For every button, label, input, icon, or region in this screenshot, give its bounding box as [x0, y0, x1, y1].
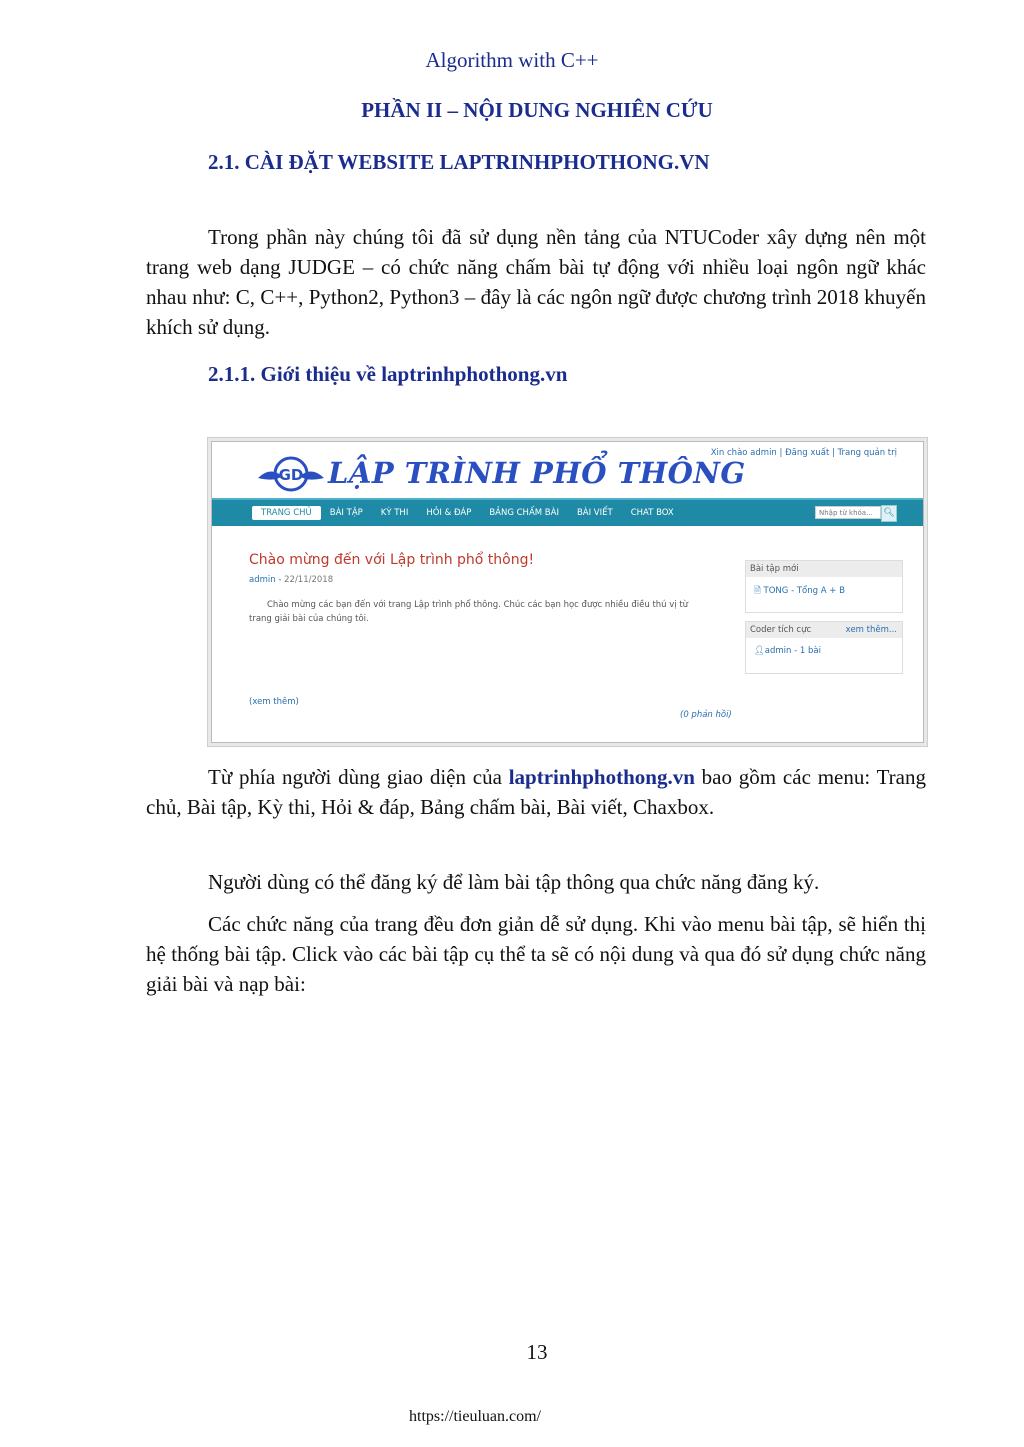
- paragraph-menu-before: Từ phía người dùng giao diện của: [208, 765, 509, 789]
- paragraph-functions-text: Các chức năng của trang đều đơn giản dễ sử dụng. Khi vào menu bài tập, sẽ hiển thị hệ thống bài tập. Click vào các bài tập cụ thể ta sẽ có nội dung và qua đó sử dụng chức năng giải bài và nạp bài:: [146, 912, 926, 996]
- coder-item[interactable]: [746, 638, 902, 664]
- paragraph-functions: [146, 909, 926, 999]
- see-more-link[interactable]: xem thêm...: [845, 625, 897, 635]
- post-author[interactable]: admin: [249, 575, 276, 585]
- paragraph-register: [146, 867, 926, 897]
- section-title: 2.1. CÀI ĐẶT WEBSITE LAPTRINHPHOTHONG.VN: [208, 150, 710, 174]
- post-meta: admin - 22/11/2018: [249, 575, 334, 585]
- new-exercises-title: Bài tập mới: [746, 561, 902, 577]
- active-coders-title: Coder tích cực: [750, 625, 812, 635]
- post-body: Chào mừng các bạn đến với trang Lập trình phổ thông. Chúc các bạn học được nhiều điều thú vị từ trang giải bài của chúng tôi.: [249, 600, 689, 624]
- nav-item-bai-viet[interactable]: BÀI VIẾT: [576, 508, 613, 518]
- website-screenshot: [211, 441, 924, 743]
- read-more-link[interactable]: (xem thêm): [249, 697, 299, 707]
- search-icon[interactable]: 🔍︎: [881, 505, 897, 522]
- search-input[interactable]: Nhập từ khóa...: [815, 506, 881, 519]
- running-header: Algorithm with C++: [425, 48, 599, 72]
- document-icon: 🗎︎: [754, 586, 761, 596]
- logo-icon: [256, 452, 326, 494]
- nav-item-hoi-dap[interactable]: HỎI & ĐÁP: [426, 508, 472, 518]
- paragraph-intro-text: Trong phần này chúng tôi đã sử dụng nền tảng của NTUCoder xây dựng nên một trang web dạng JUDGE – có chức năng chấm bài tự động với nhiều loại ngôn ngữ khác nhau như: C, C++, Python2, Python3 – đây là các ngôn ngữ được chương trình 2018 khuyến khích sử dụng.: [146, 225, 926, 339]
- main-menu: [252, 506, 683, 520]
- nav-item-trang-chu[interactable]: TRANG CHỦ: [252, 506, 321, 520]
- post-date: 22/11/2018: [284, 575, 334, 585]
- site-name: laptrinhphothong.vn: [508, 765, 695, 789]
- welcome-title[interactable]: Chào mừng đến với Lập trình phổ thông!: [249, 552, 535, 568]
- subsection-title: 2.1.1. Giới thiệu về laptrinhphothong.vn: [208, 362, 568, 386]
- paragraph-menu: [146, 762, 926, 822]
- new-exercises-box: [745, 560, 903, 613]
- paragraph-intro: [146, 222, 926, 342]
- exercise-item-label: TONG - Tổng A + B: [763, 586, 845, 596]
- nav-bar: [212, 498, 923, 526]
- nav-item-ky-thi[interactable]: KỲ THI: [380, 508, 409, 518]
- part-title: PHẦN II – NỘI DUNG NGHIÊN CỨU: [361, 98, 713, 122]
- svg-text:GD: GD: [278, 466, 304, 484]
- paragraph-register-text: Người dùng có thể đăng ký để làm bài tập thông qua chức năng đăng ký.: [208, 870, 820, 894]
- user-icon: 👤︎: [754, 646, 765, 656]
- replies-link[interactable]: (0 phản hồi): [680, 710, 732, 720]
- logo-text: LẬP TRÌNH PHỔ THÔNG: [328, 456, 746, 490]
- nav-item-chat-box[interactable]: CHAT BOX: [630, 508, 674, 518]
- coder-item-label: admin - 1 bài: [764, 646, 821, 656]
- nav-item-bang-cham-bai[interactable]: BẢNG CHẤM BÀI: [489, 508, 559, 518]
- page-number: 13: [526, 1340, 548, 1364]
- active-coders-header: [746, 622, 902, 638]
- paragraph-menu-after: bao gồm các menu: Trang chủ, Bài tập, Kỳ thi, Hỏi & đáp, Bảng chấm bài, Bài viết, Chaxbox.: [146, 765, 926, 819]
- exercise-item[interactable]: [746, 577, 902, 607]
- active-coders-box: [745, 621, 903, 674]
- nav-item-bai-tap[interactable]: BÀI TẬP: [329, 508, 363, 518]
- footer-url: https://tieuluan.com/: [409, 1408, 541, 1425]
- account-links: Xin chào admin | Đăng xuất | Trang quản trị: [710, 448, 897, 458]
